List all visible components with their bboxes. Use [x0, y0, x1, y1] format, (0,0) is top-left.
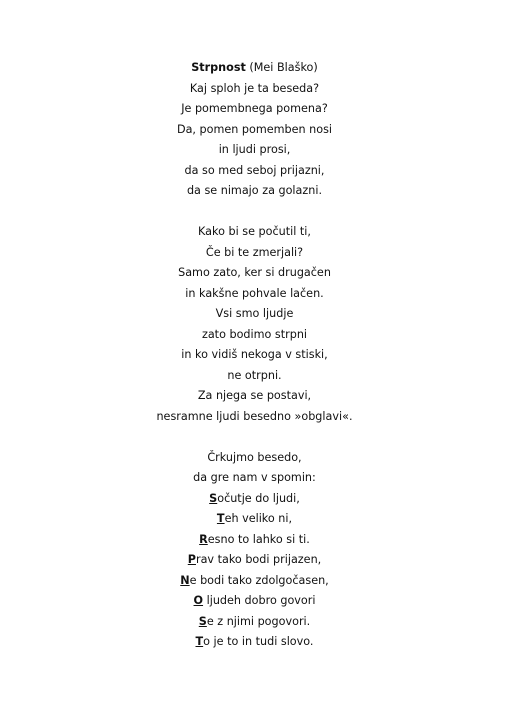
verse-line: Da, pomen pomemben nosi	[176, 122, 333, 136]
poem-author: (Mei Blaško)	[249, 61, 318, 74]
verse-line: Kako bi se počutil ti,	[198, 225, 311, 238]
verse-line: da se nimajo za golazni.	[186, 184, 323, 197]
acrostic-rest: e bodi tako zdolgočasen,	[189, 573, 329, 587]
acrostic-letter: P	[187, 553, 196, 566]
acrostic-line	[0, 509, 509, 530]
acrostic-letter: S	[198, 614, 207, 628]
verse-line: in kakšne pohvale lačen.	[185, 286, 324, 300]
verse-line: Za njega se postavi,	[197, 389, 312, 402]
acrostic-line	[0, 489, 509, 510]
verse-line: Kaj sploh je ta beseda?	[189, 81, 320, 95]
acrostic-letter: T	[216, 512, 225, 525]
acrostic-rest: ljudeh dobro govori	[203, 594, 316, 607]
stanza-2	[0, 222, 509, 427]
verse-line: da so med seboj prijazni,	[184, 163, 325, 177]
acrostic-line	[0, 591, 509, 612]
acrostic-line	[0, 612, 509, 633]
verse-line: Če bi te zmerjali?	[205, 245, 304, 259]
acrostic-stanza	[0, 489, 509, 653]
poem	[0, 58, 509, 653]
poem-title: Strpnost	[191, 61, 246, 74]
acrostic-letter: S	[209, 491, 218, 505]
acrostic-rest: očutje do ljudi,	[217, 491, 300, 505]
acrostic-letter: T	[195, 635, 204, 648]
acrostic-line	[0, 550, 509, 571]
poem-title-line	[0, 58, 509, 79]
verse-line: Samo zato, ker si drugačen	[178, 266, 331, 279]
acrostic-line	[0, 530, 509, 551]
acrostic-letter: O	[193, 594, 204, 607]
stanza-3	[0, 448, 509, 489]
acrostic-rest: eh veliko ni,	[224, 512, 293, 525]
verse-line: da gre nam v spomin:	[193, 471, 316, 484]
acrostic-line	[0, 571, 509, 592]
verse-line: Črkujmo besedo,	[207, 450, 302, 464]
verse-line: ne otrpni.	[227, 368, 282, 382]
verse-line: zato bodimo strpni	[201, 327, 308, 341]
acrostic-rest: e z njimi pogovori.	[206, 614, 311, 628]
verse-line: Vsi smo ljudje	[215, 307, 294, 320]
acrostic-rest: esno to lahko si ti.	[207, 532, 310, 546]
verse-line: Je pomembnega pomena?	[181, 102, 328, 115]
stanza-break	[0, 202, 509, 223]
verse-line: in ljudi prosi,	[218, 143, 291, 156]
stanza-1	[0, 79, 509, 202]
acrostic-line	[0, 632, 509, 653]
verse-line: in ko vidiš nekoga v stiski,	[181, 348, 328, 361]
acrostic-letter: N	[180, 573, 190, 587]
acrostic-rest: o je to in tudi slovo.	[203, 635, 314, 648]
stanza-break	[0, 427, 509, 448]
acrostic-letter: R	[199, 532, 208, 546]
acrostic-rest: rav tako bodi prijazen,	[195, 553, 322, 566]
verse-line: nesramne ljudi besedno »obglavi«.	[156, 409, 353, 423]
